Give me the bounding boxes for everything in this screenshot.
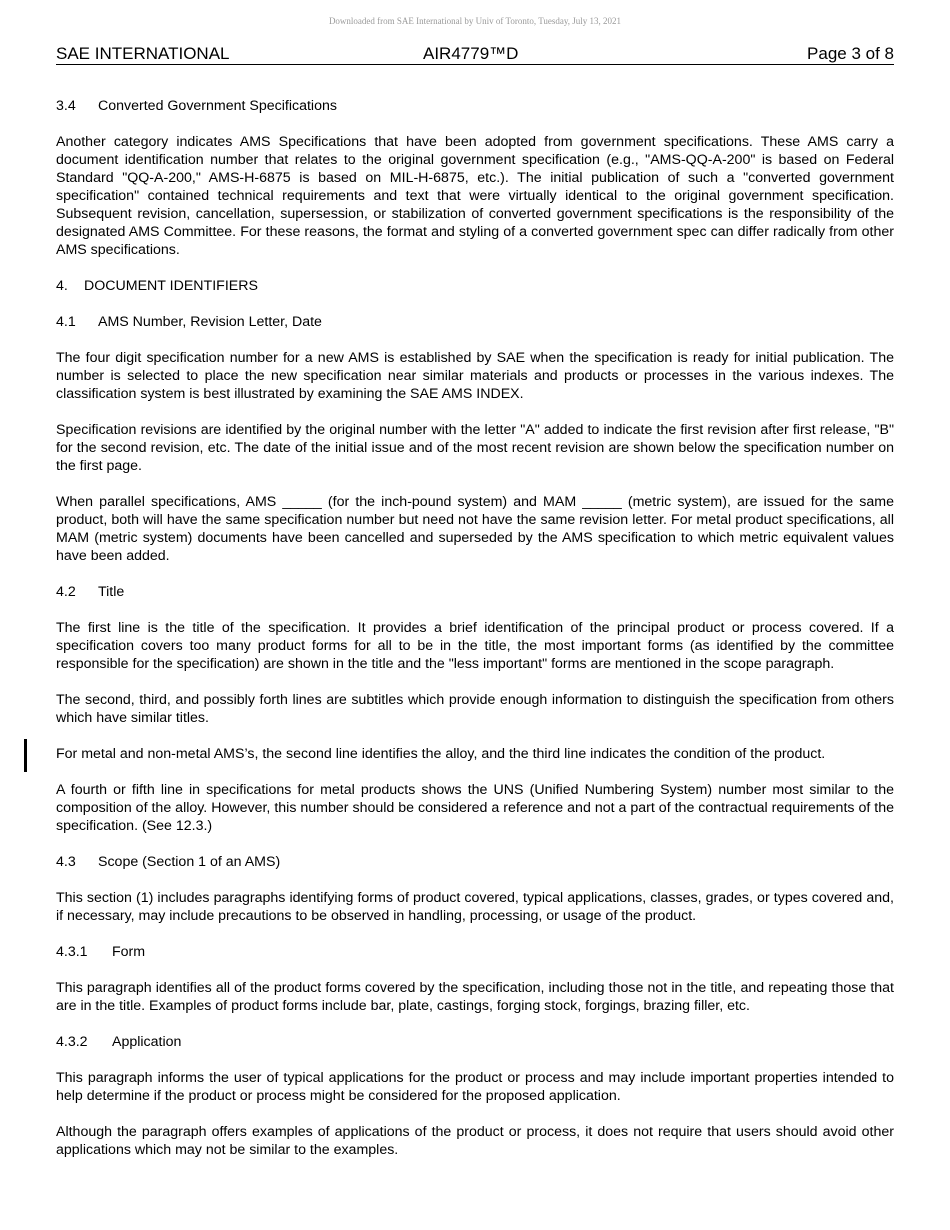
paragraph: Another category indicates AMS Specifications that have been adopted from government specifications. These AMS carry a document identification number that relates to the original government specification (e.g., "AMS-QQ-A-200" is based on Federal Standard "QQ-A-200," AMS-H-6875 is based on MIL-H-6875, etc.). The initial publication of such a "converted government specification" contained technical requirements and text that were virtually identical to the original government specification. Subsequent revision, cancellation, supersession, or stabilization of converted government specifications is the responsibility of the designated AMS Committee. For these reasons, the format and styling of a converted government spec can differ radically from other AMS specifications. — [56, 134, 894, 258]
section-number: 4.3 — [56, 854, 76, 870]
section-heading — [56, 943, 894, 961]
section-number: 3.4 — [56, 98, 76, 114]
section-title: Converted Government Specifications — [98, 98, 337, 114]
section-title: Application — [112, 1034, 182, 1050]
document-body — [56, 97, 894, 1177]
section-heading — [56, 1033, 894, 1051]
paragraph: This paragraph identifies all of the product forms covered by the specification, including those not in the title, and repeating those that are in the title. Examples of product forms include bar, plate, castings, forging stock, forgings, brazing filler, etc. — [56, 980, 894, 1014]
header-org: SAE INTERNATIONAL — [56, 44, 230, 63]
section-title: Form — [112, 944, 146, 960]
section-title: Title — [98, 584, 125, 600]
section-title: DOCUMENT IDENTIFIERS — [84, 278, 258, 294]
section-title: Scope (Section 1 of an AMS) — [98, 854, 281, 870]
paragraph: Although the paragraph offers examples of applications of the product or process, it does not require that users should avoid other applications which may not be similar to the examples. — [56, 1124, 894, 1158]
header-page-number: Page 3 of 8 — [807, 44, 894, 63]
revision-change-bar — [24, 739, 27, 772]
paragraph: For metal and non-metal AMS’s, the second line identifies the alloy, and the third line indicates the condition of the product. — [56, 746, 826, 762]
section-heading — [56, 583, 894, 601]
section-number: 4.3.2 — [56, 1034, 88, 1050]
section-number: 4. — [56, 278, 68, 294]
section-heading — [56, 313, 894, 331]
section-heading — [56, 97, 894, 115]
paragraph: When parallel specifications, AMS _____ (for the inch-pound system) and MAM _____ (metric system), are issued for the same product, both will have the same specification number but need not have the same revision letter. For metal product specifications, all MAM (metric system) documents have been cancelled and superseded by the AMS specification to which metric equivalent values have been added. — [56, 494, 894, 564]
section-heading — [56, 277, 894, 295]
paragraph: Specification revisions are identified by the original number with the letter "A" added to indicate the first revision after first release, "B" for the second revision, etc. The date of the initial issue and of the most recent revision are shown below the specification number on the first page. — [56, 422, 894, 474]
paragraph: A fourth or fifth line in specifications for metal products shows the UNS (Unified Numbering System) number most similar to the composition of the alloy. However, this number should be considered a reference and not a part of the contractual requirements of the specification. (See 12.3.) — [56, 782, 894, 834]
paragraph: The second, third, and possibly forth lines are subtitles which provide enough information to distinguish the specification from others which have similar titles. — [56, 692, 894, 726]
page-header — [56, 44, 894, 65]
section-number: 4.3.1 — [56, 944, 88, 960]
section-heading — [56, 853, 894, 871]
paragraph: The first line is the title of the specification. It provides a brief identification of the principal product or process covered. If a specification covers too many product forms for all to be in the title, the most important forms (as identified by the committee responsible for the specification) are shown in the title and the "less important" forms are mentioned in the scope paragraph. — [56, 620, 894, 672]
paragraph: This paragraph informs the user of typical applications for the product or process and may include important properties intended to help determine if the product or process might be considered for the proposed application. — [56, 1070, 894, 1104]
paragraph: This section (1) includes paragraphs identifying forms of product covered, typical applications, classes, grades, or types covered and, if necessary, may include precautions to be observed in handling, processing, or usage of the product. — [56, 890, 894, 924]
section-number: 4.1 — [56, 314, 76, 330]
paragraph: The four digit specification number for a new AMS is established by SAE when the specification is ready for initial publication. The number is selected to place the new specification near similar materials and products or processes in the various indexes. The classification system is best illustrated by examining the SAE AMS INDEX. — [56, 350, 894, 402]
header-doc-id: AIR4779™D — [423, 44, 519, 63]
download-watermark: Downloaded from SAE International by Univ of Toronto, Tuesday, July 13, 2021 — [328, 16, 622, 26]
section-number: 4.2 — [56, 584, 76, 600]
section-title: AMS Number, Revision Letter, Date — [98, 314, 322, 330]
